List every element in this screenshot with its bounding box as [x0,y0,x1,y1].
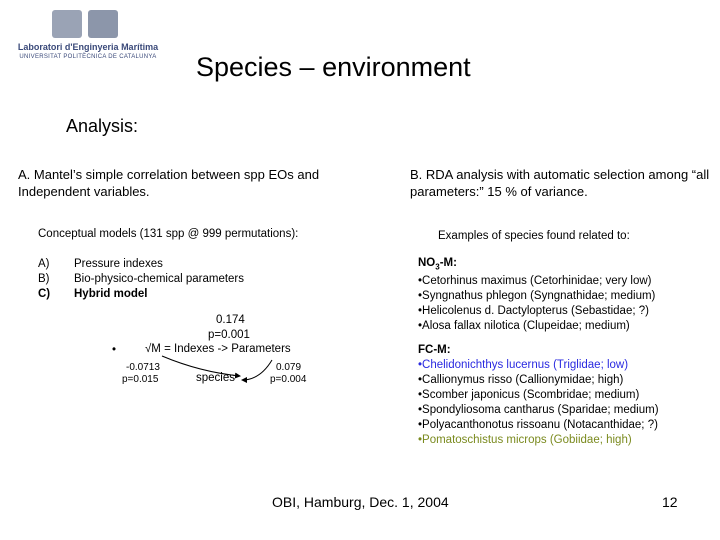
model-label: Hybrid model [74,288,148,300]
species-item: • Spondyliosoma cantharus (Sparidae; medium) [418,403,659,418]
footer-text: OBI, Hamburg, Dec. 1, 2004 [272,494,449,510]
examples-heading: Examples of species found related to: [438,230,630,242]
diagram-relation: √M = Indexes -> Parameters [145,343,291,355]
model-row-a [38,257,244,272]
species-item: • Scomber japonicus (Scombridae; medium) [418,388,659,403]
logo [8,8,168,66]
diagram-center: species [196,372,235,384]
section-a-text: A. Mantel’s simple correlation between spp EOs and Independent variables. [18,167,320,199]
conceptual-models-label: Conceptual models (131 spp @ 999 permutations): [38,228,299,240]
species-item: • Callionymus risso (Callionymidae; high) [418,373,659,388]
diagram-left-p: p=0.015 [122,374,159,385]
no3-heading: $NO_3-M$: [418,257,457,272]
models-list [38,257,244,302]
model-key: C) [38,288,51,300]
species-item: • Chelidonichthys lucernus (Triglidae; low) [418,358,659,373]
logo-subtitle: UNIVERSITAT POLITÈCNICA DE CATALUNYA [19,54,157,60]
diagram-right-p: p=0.004 [270,374,307,385]
model-row-b [38,272,244,287]
no3-block [418,256,655,334]
species-item: • Polyacanthonotus rissoanu (Notacanthidae; ?) [418,418,659,433]
model-label: Pressure indexes [74,258,163,270]
diagram-bullet: • [112,344,117,356]
species-item: • Cetorhinus maximus (Cetorhinidae; very low) [418,274,655,289]
analysis-heading: Analysis: [66,116,139,136]
arrow-right [242,360,272,380]
diagram-top-p: p=0.001 [208,329,250,341]
section-b-text: B. RDA analysis with automatic selection among “all parameters:” 15 % of variance. [410,167,710,199]
species-item: • Syngnathus phlegon (Syngnathidae; medium) [418,289,655,304]
model-key: A) [38,258,50,270]
upc-logo-icon [88,10,118,38]
diagram-top-value: 0.174 [216,314,245,326]
species-item: • Alosa fallax nilotica (Clupeidae; medium) [418,319,655,334]
model-key: B) [38,273,50,285]
fc-heading: FC-M: [418,344,451,356]
logo-name: Laboratori d'Enginyeria Marítima [17,42,159,52]
diagram-left-value: -0.0713 [126,362,160,373]
species-item: • Pomatoschistus microps (Gobiidae; high) [418,433,659,448]
diagram-right-value: 0.079 [276,362,302,373]
species-item: • Helicolenus d. Dactylopterus (Sebastidae; ?) [418,304,655,319]
une-logo-icon [52,10,82,38]
model-label: Bio-physico-chemical parameters [74,273,245,285]
fc-block [418,343,659,448]
diagram-arrows [160,350,280,390]
slide-title: Species – environment [196,52,471,82]
page-number: 12 [662,494,678,510]
model-row-c [38,287,244,302]
arrow-left [162,356,240,376]
